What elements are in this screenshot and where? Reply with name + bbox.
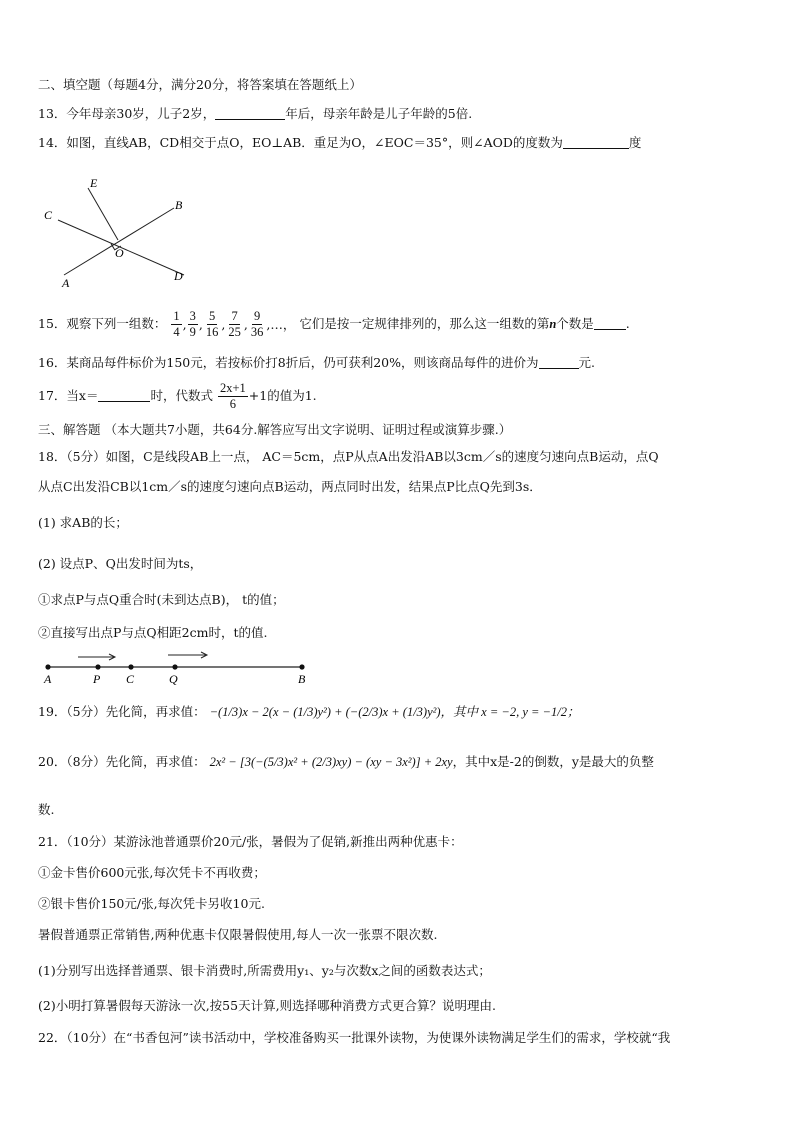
q15-number: 15． [38, 316, 67, 331]
label-p: P [93, 672, 101, 686]
q16-unit: 元. [578, 355, 595, 370]
q21-line2: ①金卡售价600元张,每次凭卡不再收费； [38, 865, 266, 880]
section3-heading: 三、解答题 （本大题共7小题，共64分.解答应写出文字说明、证明过程或演算步骤.） [38, 422, 512, 437]
q13-text-b: 年后，母亲年龄是儿子年龄的5倍. [285, 106, 473, 121]
question-15 [38, 306, 630, 343]
q14-figure [38, 170, 198, 294]
q21-line1: 21．（10分）某游泳池普通票价20元/张，暑假为了促销,新推出两种优惠卡： [38, 834, 463, 849]
q14-answer-blank[interactable] [563, 136, 629, 149]
q18-line1: 18．（5分）如图，C是线段AB上一点， AC＝5cm，点P从点A出发沿AB以3cm／s的速度匀速向点B运动，点Q [38, 449, 659, 464]
point-c [128, 664, 133, 669]
q15-tail-a: 它们是按一定规律排列的，那么这一组数的第 [299, 316, 550, 331]
label-o: O [115, 246, 124, 260]
point-b [299, 664, 304, 669]
q21-line5: (1)分别写出选择普通票、银卡消费时,所需费用y₁、y₂与次数x之间的函数表达式； [38, 963, 491, 978]
q15-fraction-1: $\frac{1}{4}$ [173, 309, 180, 339]
label-q: Q [169, 672, 178, 686]
label-c: C [44, 208, 53, 222]
q18-sub2: ②直接写出点P与点Q相距2cm时，t的值. [38, 625, 268, 640]
label-a: A [62, 276, 70, 290]
q15-fraction-5: $\frac{9}{36}$ [250, 309, 264, 339]
point-q [172, 664, 177, 669]
q19-expression: −(1/3)x − 2(x − (1/3)y²) + (−(2/3)x + (1/3)y²)，其中 x = −2, y = −1/2； [209, 705, 580, 719]
line-ab [64, 208, 174, 275]
q18-sub1: ①求点P与点Q重合时(未到达点B)， t的值； [38, 592, 285, 607]
q13-text-a: 今年母亲30岁，儿子2岁， [66, 106, 216, 121]
label-b: B [175, 198, 183, 212]
q19-number: 19．（5分）先化简，再求值： [38, 704, 206, 719]
q17-text-b: 时，代数式 [150, 388, 213, 403]
q18-part1: (1) 求AB的长； [38, 515, 128, 530]
q13-answer-blank[interactable] [215, 107, 285, 120]
q16-number: 16． [38, 355, 67, 370]
q15-fraction-2: $\frac{3}{9}$ [189, 309, 196, 339]
question-16 [38, 354, 595, 372]
q13-number: 13． [38, 106, 67, 121]
q15-tail-b: 个数是 [556, 316, 594, 331]
q16-answer-blank[interactable] [539, 356, 579, 369]
question-13 [38, 105, 472, 123]
q20-number: 20．（8分）先化简，再求值： [38, 754, 206, 769]
q17-text-a: 当x＝ [66, 388, 99, 403]
q15-lead: 观察下列一组数： [66, 316, 167, 331]
q18-line2: 从点C出发沿CB以1cm／s的速度匀速向点B运动，两点同时出发，结果点P比点Q先到3s． [38, 479, 542, 494]
q17-answer-blank[interactable] [98, 389, 150, 402]
label-e: E [90, 176, 98, 190]
q15-answer-blank[interactable] [594, 317, 626, 330]
q18-figure [38, 646, 318, 686]
q15-ellipsis: ,…， [266, 316, 296, 332]
q21-line4: 暑假普通票正常销售,两种优惠卡仅限暑假使用,每人一次一张票不限次数. [38, 927, 438, 942]
ray-oe [88, 188, 118, 240]
q18-part2: (2) 设点P、Q出发时间为ts， [38, 556, 203, 571]
question-19 [38, 694, 579, 730]
q14-number: 14． [38, 135, 67, 150]
q21-line6: (2)小明打算暑假每天游泳一次,按55天计算,则选择哪种消费方式更合算？说明理由. [38, 998, 497, 1013]
point-a [45, 664, 50, 669]
question-17 [38, 378, 317, 414]
question-20 [38, 744, 654, 780]
q20-tail: ，其中x是-2的倒数，y是最大的负整 [452, 754, 654, 769]
q15-end: . [625, 316, 630, 331]
q15-n: n [549, 317, 557, 331]
q21-line3: ②银卡售价150元/张,每次凭卡另收10元. [38, 896, 265, 911]
q20-expression: 2x² − [3(−(5/3)x² + (2/3)xy) − (xy − 3x²)] + 2xy [209, 755, 453, 769]
q16-text: 某商品每件标价为150元，若按标价打8折后，仍可获利20%，则该商品每件的进价为 [66, 355, 539, 370]
label-d: D [174, 269, 183, 283]
label-a: A [44, 672, 52, 686]
q15-fraction-4: $\frac{7}{25}$ [228, 309, 241, 339]
q15-fraction-3: $\frac{5}{16}$ [205, 309, 219, 339]
q14-unit: 度 [628, 135, 642, 150]
q22-line1: 22．（10分）在“书香包河”读书活动中，学校准备购买一批课外读物，为使课外读物满足学生们的需求，学校就“我 [38, 1030, 671, 1045]
section2-heading: 二、填空题（每题4分，满分20分，将答案填在答题纸上） [38, 77, 362, 92]
label-c: C [126, 672, 135, 686]
q17-fraction: $\frac{2x+1}{6}$ [219, 381, 246, 411]
q15-sequence: $\frac{1}{4}$ , $\frac{3}{9}$ , $\frac{5}{16}$ , $\frac{7}{25}$ , $\frac{9}{36}$ ,…， [170, 307, 295, 343]
label-b: B [298, 672, 306, 686]
question-14 [38, 134, 641, 152]
q14-text: 如图，直线AB，CD相交于点O，EO⊥AB．重足为O，∠EOC＝35°，则∠AOD的度数为 [66, 135, 563, 150]
point-p [95, 664, 100, 669]
q17-text-c: +1的值为1. [248, 388, 317, 403]
q20-wrap: 数. [38, 802, 55, 817]
q17-number: 17． [38, 388, 67, 403]
